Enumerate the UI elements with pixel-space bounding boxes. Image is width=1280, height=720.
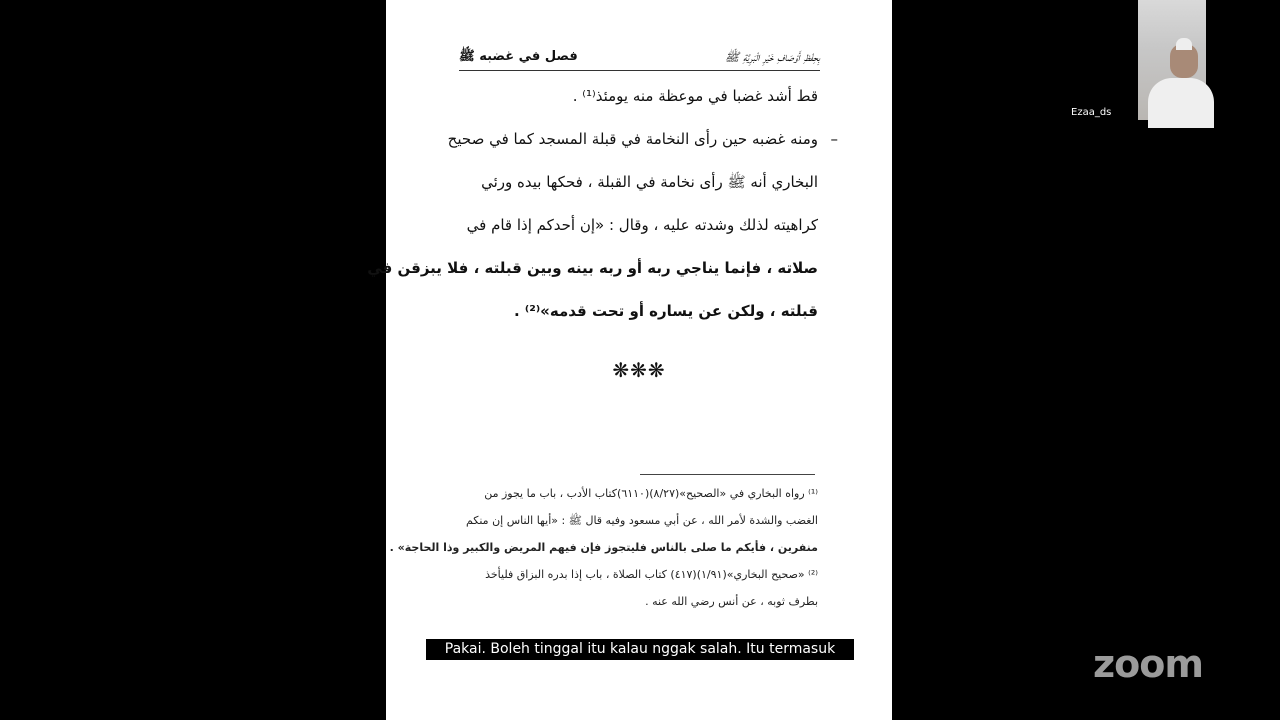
footnote-line: ⁽²⁾ «صحيح البخاري»(١/٩١)(٤١٧) كتاب الصلاة ، باب إذا بدره البزاق فليأخذ — [485, 568, 818, 581]
page-header — [459, 48, 820, 71]
live-caption: Pakai. Boleh tinggal itu kalau nggak salah. Itu termasuk — [426, 639, 854, 660]
participant-video-tile[interactable] — [1138, 0, 1206, 120]
text-line: قبلته ، ولكن عن يساره أو تحت قدمه»⁽²⁾ . — [514, 302, 818, 320]
text-line: البخاري أنه ﷺ رأى نخامة في القبلة ، فحكها بيده ورئي — [481, 173, 818, 191]
footnote-line: ⁽¹⁾ رواه البخاري في «الصحيح»(٨/٢٧)(٦١١٠)كتاب الأدب ، باب ما يجوز من — [484, 487, 818, 500]
participant-cap — [1176, 38, 1192, 50]
section-title: فصل في غضبه ﷺ — [459, 49, 578, 64]
body-text — [367, 78, 838, 336]
text-line: كراهيته لذلك وشدته عليه ، وقال : «إن أحدكم إذا قام في — [466, 216, 818, 234]
text-line: قط أشد غضبا في موعظة منه يومئذ⁽¹⁾ . — [572, 87, 818, 105]
text-line-content: ومنه غضبه حين رأى النخامة في قبلة المسجد كما في صحيح — [447, 130, 818, 148]
footnote-line: منفرين ، فأيكم ما صلى بالناس فليتجوز فإن فيهم المريض والكبير وذا الحاجة» . — [389, 541, 818, 554]
zoom-logo: zoom — [1093, 642, 1203, 686]
text-line: صلاته ، فإنما يناجي ربه أو ربه بينه وبين قبلته ، فلا يبزقن في — [367, 259, 818, 277]
section-separator: ❋❋❋ — [612, 358, 666, 382]
book-title: بِحِفْظِ أَوْصَافِ خَيْرِ الْبَرِيَّةِ ﷺ — [724, 50, 820, 64]
participant-name-label: Ezaa_ds — [1067, 105, 1115, 121]
participant-body — [1148, 78, 1214, 128]
footnotes — [389, 480, 818, 615]
footnote-divider — [640, 474, 815, 475]
shared-document-page — [367, 0, 892, 720]
footnote-line: بطرف ثوبه ، عن أنس رضي الله عنه . — [645, 595, 818, 608]
text-line — [447, 121, 838, 164]
bullet-dash: – — [830, 130, 838, 148]
footnote-line: الغضب والشدة لأمر الله ، عن أبي مسعود وفيه قال ﷺ : «أيها الناس إن منكم — [465, 514, 818, 527]
